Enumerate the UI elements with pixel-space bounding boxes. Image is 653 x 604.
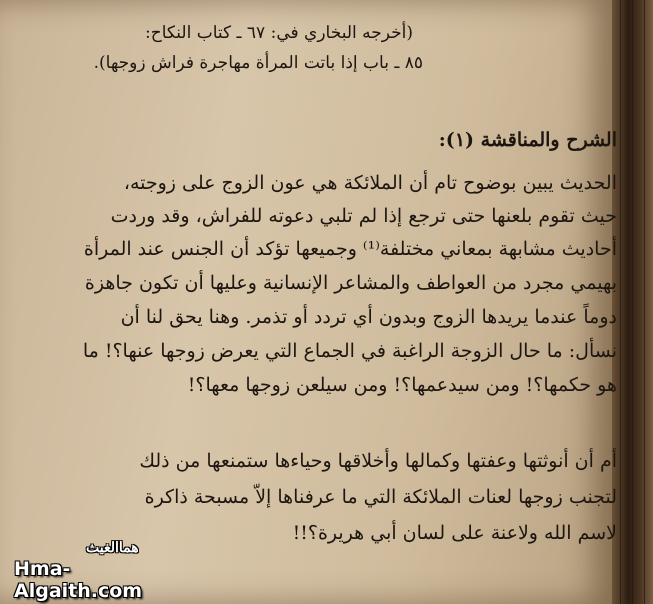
paragraph-line: هو حكمها؟! ومن سيدعمها؟! ومن سيلعن زوجها معها؟! (187, 374, 617, 396)
watermark-arabic: هماالغيث (86, 540, 139, 556)
paragraph-line: حيث تقوم بلعنها حتى ترجع إذا لم تلبي دعوته للفراش، وقد وردت (110, 205, 617, 227)
paragraph-line: بهيمي مجرد من العواطف والمشاعر الإنسانية وعليها أن تكون جاهزة (84, 272, 617, 294)
paragraph-line: لاسم الله ولاعنة على لسان أبي هريرة؟!! (292, 522, 617, 544)
gutter-page-edge (632, 0, 633, 604)
gutter-page-edge (644, 0, 645, 604)
section-heading: الشرح والمناقشة (١): (438, 129, 617, 151)
footnote-line: ٨٥ ـ باب إذا باتت المرأة مهاجرة فراش زوجها). (93, 53, 423, 73)
paragraph-line: نسأل: ما حال الزوجة الراغبة في الجماع التي يعرض زوجها عنها؟! ما (82, 340, 617, 362)
paragraph-line: أحاديث مشابهة بمعاني مختلفة⁽¹⁾ وجميعها تؤكد أن الجنس عند المرأة (83, 238, 617, 260)
footnote-line: (أخرجه البخاري في: ٦٧ ـ كتاب النكاح: (145, 23, 413, 43)
watermark-latin: Hma-Algaith.com (14, 558, 143, 602)
paragraph-line: لتجنب زوجها لعنات الملائكة التي ما عرفناها إلاّ مسبحة ذاكرة (144, 486, 617, 508)
paragraph-line: دوماً عندما يريدها الزوج وبدون أي تردد أو تذمر. وهنا يحق لنا أن (120, 306, 617, 328)
watermark-logo (14, 540, 184, 602)
paragraph-line: الحديث يبين بوضوح تام أن الملائكة هي عون الزوج على زوجته، (123, 172, 617, 194)
gutter-page-edge (620, 0, 621, 604)
paragraph-line: أم أن أنوثتها وعفتها وكمالها وأخلاقها وحياءها ستمنعها من ذلك (139, 450, 617, 472)
